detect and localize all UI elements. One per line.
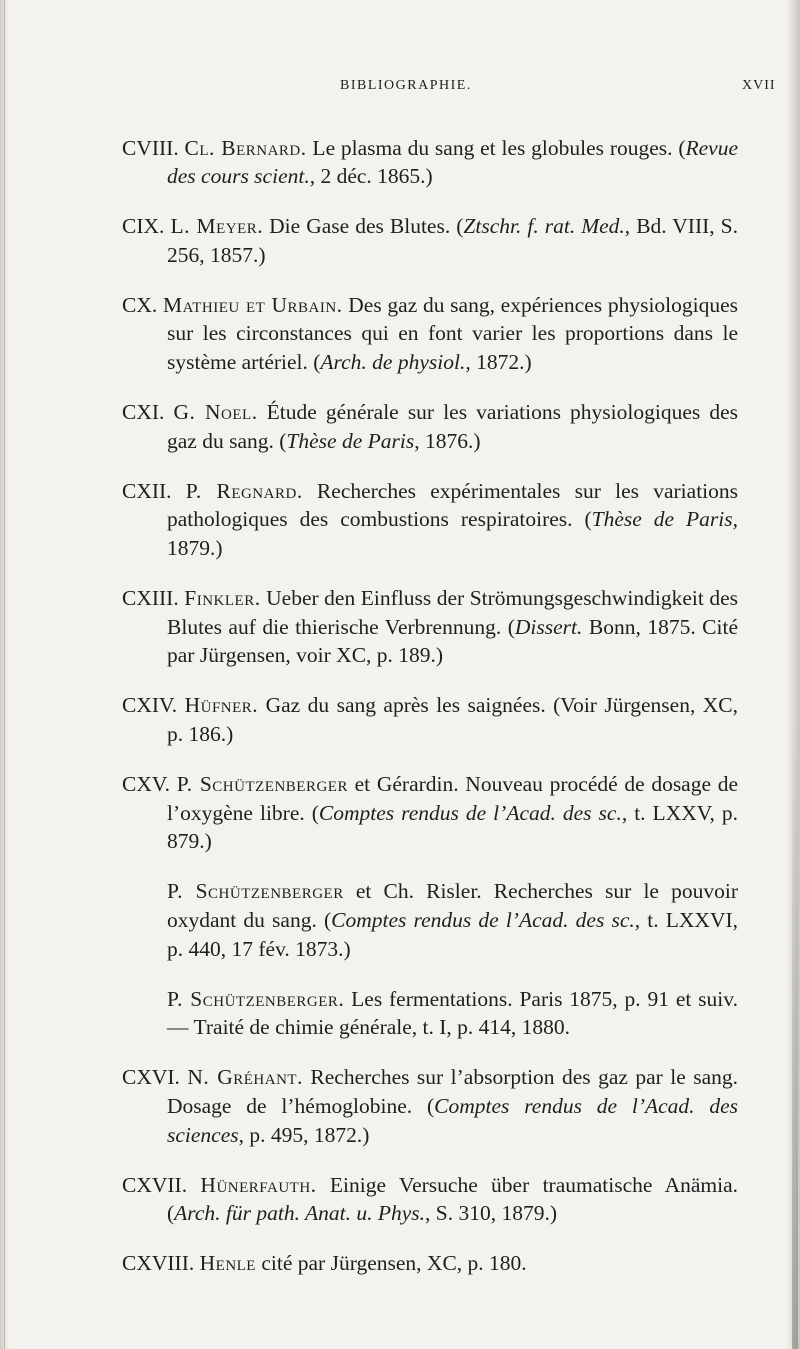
entry-author: P. Schützenberger [176,772,348,797]
entry-tail: , t. LXXVI, p. 440, 17 fév. 1873.) [167,907,738,961]
entry-source: Revue des cours scient. [167,135,738,189]
page-shadow [792,700,798,1349]
entry-number: CXV. [122,772,170,797]
bibliography-entry [122,1249,738,1278]
entry-author: Hüfner. [184,693,259,718]
entry-number: CXVIII. [122,1251,195,1276]
entry-tail: , 1872.) [465,350,532,375]
left-page-edge [0,0,9,1349]
entry-text: cité par Jürgensen, XC, p. 180. [255,1251,527,1276]
entry-tail: , Bd. VIII, S. 256, 1857.) [167,214,739,267]
entry-number: CXII. [122,478,172,503]
entry-tail: , p. 495, 1872.) [238,1122,370,1147]
entry-source: Thèse de Paris [286,428,415,453]
binding-rule [4,0,5,1349]
bibliography-entry [122,212,738,269]
entry-number: CIX. [122,214,165,239]
bibliography-list [122,112,738,1297]
entry-author: P. Schützenberger. [167,986,345,1011]
entry-text: Les fermentations. Paris 1875, p. 91 et suiv. — Traité de chimie générale, t. I, p. 414, 1880. [167,986,738,1040]
bibliography-entry [122,1063,738,1149]
entry-text: Le plasma du sang et les globules rouges. ( [306,135,686,160]
entry-text: Recherches sur l’absorption des gaz par le sang. Dosage de l’hémoglobine. ( [167,1065,738,1118]
entry-text: Étude générale sur les variations physiologiques des gaz du sang. ( [167,400,738,453]
entry-source: Dissert. [514,614,583,639]
entry-author: N. Gréhant. [187,1065,303,1090]
entry-tail: Bonn, 1875. Cité par Jürgensen, voir XC, p. 189.) [167,614,739,668]
right-page-edge [786,0,800,1349]
bibliography-entry [122,770,738,856]
entry-author: Mathieu et Urbain. [162,292,343,317]
entry-number: CX. [122,292,158,317]
bibliography-entry [122,477,738,563]
entry-text: Ueber den Einfluss der Strömungsgeschwindigkeit des Blutes auf die thierische Verbrennung. ( [167,586,739,639]
entry-source: Thèse de Paris [591,507,733,532]
entry-author: G. Noel. [173,400,258,425]
header-title: BIBLIOGRAPHIE. [340,78,472,93]
bibliography-entry [122,134,738,191]
entry-author: Henle [199,1251,256,1276]
entry-author: Finkler. [184,586,261,611]
entry-number: CXI. [122,400,165,425]
entry-source: Arch. de physiol. [320,350,466,375]
entry-author: P. Schützenberger [167,879,344,904]
entry-text: Des gaz du sang, expériences physiologiques sur les circonstances qui en font varier les proportions dans le système artériel. ( [167,292,739,375]
entry-text: et Gérardin. Nouveau procédé de dosage de l’oxygène libre. ( [167,772,738,825]
entry-author: Hünerfauth. [200,1172,317,1197]
entry-tail: , 1879.) [167,507,738,561]
entry-source: Comptes rendus de l’Acad. des sc. [318,800,622,825]
entry-source: Comptes rendus de l’Acad. des sc. [331,907,635,932]
entry-number: CVIII. [122,135,179,160]
entry-number: CXIII. [122,586,179,611]
page-number: XVII [742,78,776,93]
bibliography-entry [122,691,738,748]
entry-tail: , 2 déc. 1865.) [309,164,433,189]
entry-author: Cl. Bernard. [184,135,307,160]
entry-author: L. Meyer. [170,214,264,239]
entry-source: Comptes rendus de l’Acad. des sciences [167,1093,738,1147]
entry-number: CXVII. [122,1172,188,1197]
entry-source: Ztschr. f. rat. Med. [463,214,625,239]
entry-number: CXVI. [122,1065,180,1090]
entry-tail: , 1876.) [414,428,481,453]
bibliography-entry [122,985,738,1042]
entry-author: P. Regnard. [185,478,303,503]
entry-text: Einige Versuche über traumatische Anämia. ( [167,1172,738,1226]
entry-text: Die Gase des Blutes. ( [263,214,464,239]
entry-number: CXIV. [122,693,178,718]
bibliography-entry [122,291,738,377]
running-header [0,78,800,102]
entry-tail: , t. LXXV, p. 879.) [167,800,738,854]
bibliography-entry [122,877,738,963]
bibliography-entry [122,398,738,455]
entry-tail: , S. 310, 1879.) [425,1201,557,1226]
entry-text: Gaz du sang après les saignées. (Voir Jürgensen, XC, p. 186.) [167,693,739,746]
entry-source: Arch. für path. Anat. u. Phys. [174,1201,425,1226]
entry-text: et Ch. Risler. Recherches sur le pouvoir oxydant du sang. ( [167,879,738,932]
bibliography-entry [122,1171,738,1228]
bibliography-entry [122,584,738,670]
entry-text: Recherches expérimentales sur les variations pathologiques des combustions respiratoires. ( [167,478,739,532]
